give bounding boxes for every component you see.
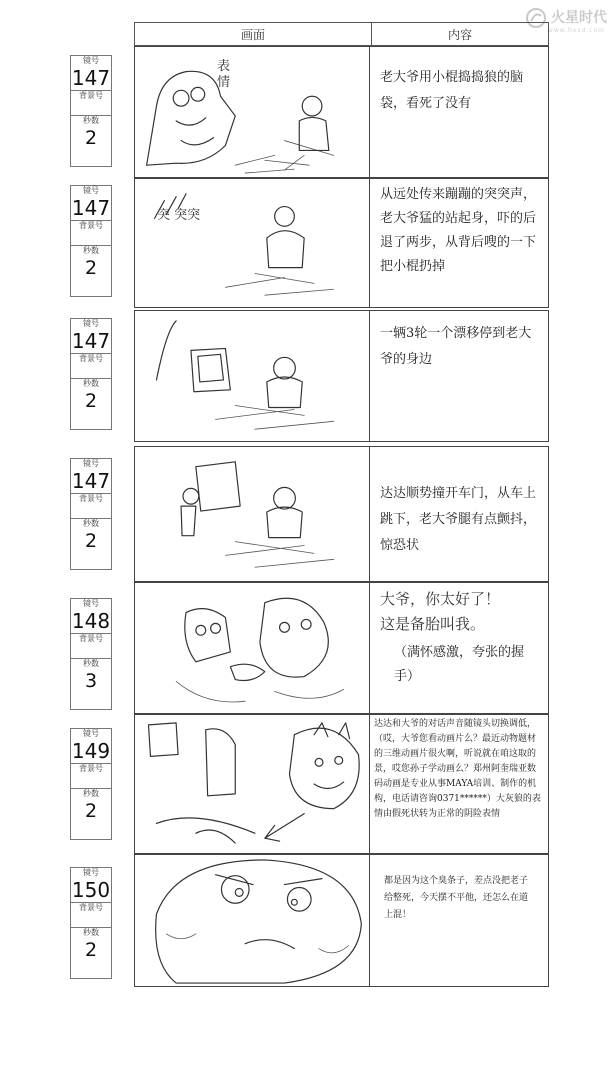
seconds-label: 秒数 bbox=[83, 659, 99, 668]
dialog-line-2: 这是备胎叫我。 bbox=[380, 615, 486, 633]
background-label: 背景号 bbox=[79, 354, 103, 363]
seconds-label: 秒数 bbox=[83, 379, 99, 388]
header-picture: 画面 bbox=[135, 23, 372, 45]
shot-number: 147 bbox=[71, 66, 111, 90]
shot-info-2 bbox=[70, 185, 112, 297]
shot-info-4 bbox=[70, 458, 112, 570]
seconds-value: 2 bbox=[84, 127, 98, 149]
shot-number: 150 bbox=[71, 878, 111, 902]
angry-face-sketch bbox=[135, 855, 369, 986]
shot-info-5 bbox=[70, 598, 112, 710]
shot-number: 147 bbox=[71, 196, 111, 220]
background-label: 背景号 bbox=[79, 634, 103, 643]
seconds-label: 秒数 bbox=[83, 246, 99, 255]
shot-info-7 bbox=[70, 867, 112, 979]
shot-info-3 bbox=[70, 318, 112, 430]
sound-effect: 突 突突 bbox=[157, 208, 201, 223]
seconds-label: 秒数 bbox=[83, 519, 99, 528]
panel-content-1: 老大爷用小棍捣捣狼的脑袋，看死了没有 bbox=[380, 70, 524, 111]
panel-sketch-6 bbox=[135, 715, 370, 853]
background-label: 背景号 bbox=[79, 764, 103, 773]
seconds-value: 2 bbox=[84, 257, 98, 279]
background-label: 背景号 bbox=[79, 903, 103, 912]
panel-sketch-3 bbox=[135, 311, 370, 441]
dialog-line-1: 大爷，你太好了！ bbox=[380, 590, 501, 608]
panel-content-5: （满怀感激，夸张的握手） bbox=[394, 645, 525, 684]
seconds-value: 3 bbox=[84, 670, 98, 692]
shot-label: 镜号 bbox=[83, 56, 99, 65]
panel-content-5-wrap bbox=[370, 583, 548, 713]
seconds-label: 秒数 bbox=[83, 928, 99, 937]
handshake-sketch bbox=[135, 583, 369, 713]
wolf-awakens-sketch bbox=[135, 715, 369, 853]
watermark-text: 火星时代 bbox=[551, 10, 607, 26]
panel-content-7: 都是因为这个臭条子，差点没把老子给整死，今天摆不平他，还怎么在道上混！ bbox=[384, 876, 529, 920]
shot-label: 镜号 bbox=[83, 459, 99, 468]
shot-number: 149 bbox=[71, 739, 111, 763]
background-label: 背景号 bbox=[79, 221, 103, 230]
wolf-sketch bbox=[135, 47, 369, 177]
dada-jumps-sketch bbox=[135, 447, 369, 581]
storyboard-row-4 bbox=[134, 446, 549, 582]
shot-number: 148 bbox=[71, 609, 111, 633]
panel-content-3: 一辆3轮一个漂移停到老大爷的身边 bbox=[380, 326, 532, 367]
panel-sketch-4 bbox=[135, 447, 370, 581]
seconds-value: 2 bbox=[84, 800, 98, 822]
seconds-label: 秒数 bbox=[83, 789, 99, 798]
old-man-sketch bbox=[135, 179, 369, 307]
storyboard-row-2 bbox=[134, 178, 549, 308]
shot-label: 镜号 bbox=[83, 186, 99, 195]
background-label: 背景号 bbox=[79, 494, 103, 503]
shot-info-6 bbox=[70, 728, 112, 840]
shot-label: 镜号 bbox=[83, 599, 99, 608]
storyboard-row-3 bbox=[134, 310, 549, 442]
storyboard-row-7 bbox=[134, 854, 549, 987]
panel-sketch-2 bbox=[135, 179, 370, 307]
storyboard-row-1 bbox=[134, 46, 549, 178]
shot-number: 147 bbox=[71, 329, 111, 353]
shot-info-1 bbox=[70, 55, 112, 167]
background-label: 背景号 bbox=[79, 91, 103, 100]
panel-content-4: 达达顺势撞开车门，从车上跳下，老大爷腿有点颤抖，惊恐状 bbox=[380, 486, 537, 553]
seconds-value: 2 bbox=[84, 390, 98, 412]
shot-label: 镜号 bbox=[83, 729, 99, 738]
panel-content-6: 达达和大爷的对话声音随镜头切换调低，（哎，大爷您看动画片么？最近动物题材的三维动画片很火啊，听说就在咱这取的景，哎您孙子学动画么？郑州阿奎瑞亚数码动画是专业从事MAYA培训、制作的机构，电话请咨询0371******）大灰狼的表情由假死状转为正常的阴险表情 bbox=[374, 719, 541, 819]
seconds-value: 2 bbox=[84, 939, 98, 961]
tricycle-sketch bbox=[135, 311, 369, 441]
seconds-label: 秒数 bbox=[83, 116, 99, 125]
storyboard-header bbox=[134, 22, 549, 46]
shot-label: 镜号 bbox=[83, 868, 99, 877]
panel-content-2: 从远处传来蹦蹦的突突声，老大爷猛的站起身，吓的后退了两步，从背后嗖的一下把小棍扔掉 bbox=[380, 187, 537, 274]
shot-number: 147 bbox=[71, 469, 111, 493]
watermark-url: www.hxsd.com bbox=[547, 27, 605, 34]
panel-note: 表情 bbox=[217, 59, 231, 90]
storyboard-row-5 bbox=[134, 582, 549, 714]
shot-label: 镜号 bbox=[83, 319, 99, 328]
seconds-value: 2 bbox=[84, 530, 98, 552]
panel-sketch-7 bbox=[135, 855, 370, 986]
panel-sketch-1 bbox=[135, 47, 370, 177]
storyboard-row-6 bbox=[134, 714, 549, 854]
panel-sketch-5 bbox=[135, 583, 370, 713]
header-content: 内容 bbox=[447, 27, 472, 42]
